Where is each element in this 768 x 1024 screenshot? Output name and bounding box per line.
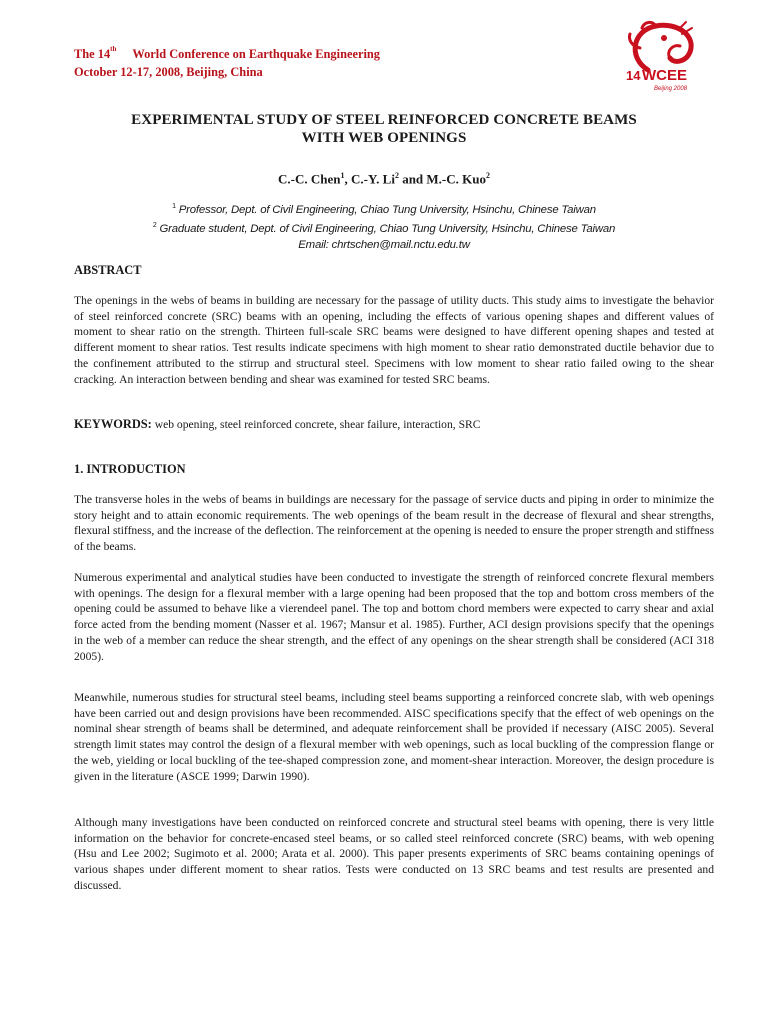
logo-number: 14	[626, 68, 641, 83]
section-heading-introduction: 1. INTRODUCTION	[74, 462, 186, 476]
abstract-text: The openings in the webs of beams in building are necessary for the passage of utility ducts. This study aims to investigate the behavior of steel reinforced concrete (SRC) beams with an opening, including the effects of various opening shapes and different values of moment to shear ratio on the strength. Thirteen full-scale SRC beams were designed to have different opening shapes and tested at different moment to shear ratios. Test results indicate specimens with high moment to shear ratio demonstrated ductile behavior due to the confinement attributed to the stirrup and structural steel. Specimens with low moment to shear ratio failed owing to the shear cracking. An interaction between bending and shear was examined for tested SRC beams.	[74, 294, 714, 386]
affiliations	[60, 199, 708, 253]
author-list: C.-C. Chen$^1$, C.-Y. Li$^2$ and M.-C. Kuo$^2$	[278, 171, 490, 187]
conference-date: October 12-17, 2008, Beijing, China	[74, 65, 263, 79]
keywords-text: web opening, steel reinforced concrete, shear failure, interaction, SRC	[151, 418, 481, 431]
keywords	[74, 416, 714, 433]
intro-paragraph-1: The transverse holes in the webs of beams in buildings are necessary for the passage of service ducts and piping in order to minimize the story height and to attain economic requirements. The web openings of the beam result in the decrease of flexural and shear strengths, flexural stiffness, and the increase of the deflection. The reinforcement at the opening is needed to ensure the proper strength and stiffness of the beams.	[74, 493, 714, 554]
intro-paragraph-4: Although many investigations have been conducted on reinforced concrete and structural steel beams with opening, there is very little information on the behavior for concrete-encased steel beams, or so called steel reinforced concrete (SRC) beams, with web opening (Hsu and Lee 2002; Sugimoto et al. 2000; Arata et al. 2000). This paper presents experiments of SRC beams containing openings of various shapes under different moment to shear ratios. Tests were conducted on 13 SRC beams and test results are presented and discussed.	[74, 816, 714, 892]
paper-title: EXPERIMENTAL STUDY OF STEEL REINFORCED CONCRETE BEAMS WITH WEB OPENINGS	[131, 112, 637, 146]
keywords-label: KEYWORDS:	[74, 417, 152, 431]
abstract-heading: ABSTRACT	[74, 263, 142, 277]
logo-subtitle: Beijing 2008	[654, 86, 688, 92]
affiliation-2: $^2$ Graduate student, Dept. of Civil Engineering, Chiao Tung University, Hsinchu, Chinese Taiwan	[152, 222, 616, 236]
conference-name: The 14th World Conference on Earthquake Engineering	[74, 45, 380, 61]
wcee-logo-icon	[618, 18, 708, 94]
contact-email: Email: chrtschen@mail.nctu.edu.tw	[298, 238, 470, 251]
intro-paragraph-3: Meanwhile, numerous studies for structural steel beams, including steel beams supporting a reinforced concrete slab, with web openings have been carried out and design provisions have been recommended. AISC specifications specify that the effect of web openings on the nominal shear strength of beams shall be determined, and adequate reinforcement shall be provided if necessary (AISC 2005). Several strength limit states may control the design of a flexural member with web openings, such as local buckling of the compression flange or the web, yielding or local buckling of the tee-shaped compression zone, and moment-shear interaction. Moreover, the design procedure is given in the literature (ASCE 1999; Darwin 1990).	[74, 691, 714, 783]
logo-wcee: WCEE	[642, 67, 687, 84]
intro-paragraph-2: Numerous experimental and analytical studies have been conducted to investigate the strength of reinforced concrete flexural members with openings. The design for a flexural member with a large opening had been proposed that the top and bottom cross members of the opening could be assumed to behave like a vierendeel panel. The top and bottom chord members were expected to carry shear and axial force acted from the bending moment (Nasser et al. 1967; Mansur et al. 1985). Further, ACI design provisions specify that the openings in the web of a member can reduce the shear strength, and the effect of any openings on the shear strength shall be considered (ACI 318 2005).	[74, 571, 714, 663]
affiliation-1: $^1$ Professor, Dept. of Civil Engineering, Chiao Tung University, Hsinchu, Chinese Taiwan	[172, 203, 596, 216]
conference-header	[74, 46, 380, 80]
